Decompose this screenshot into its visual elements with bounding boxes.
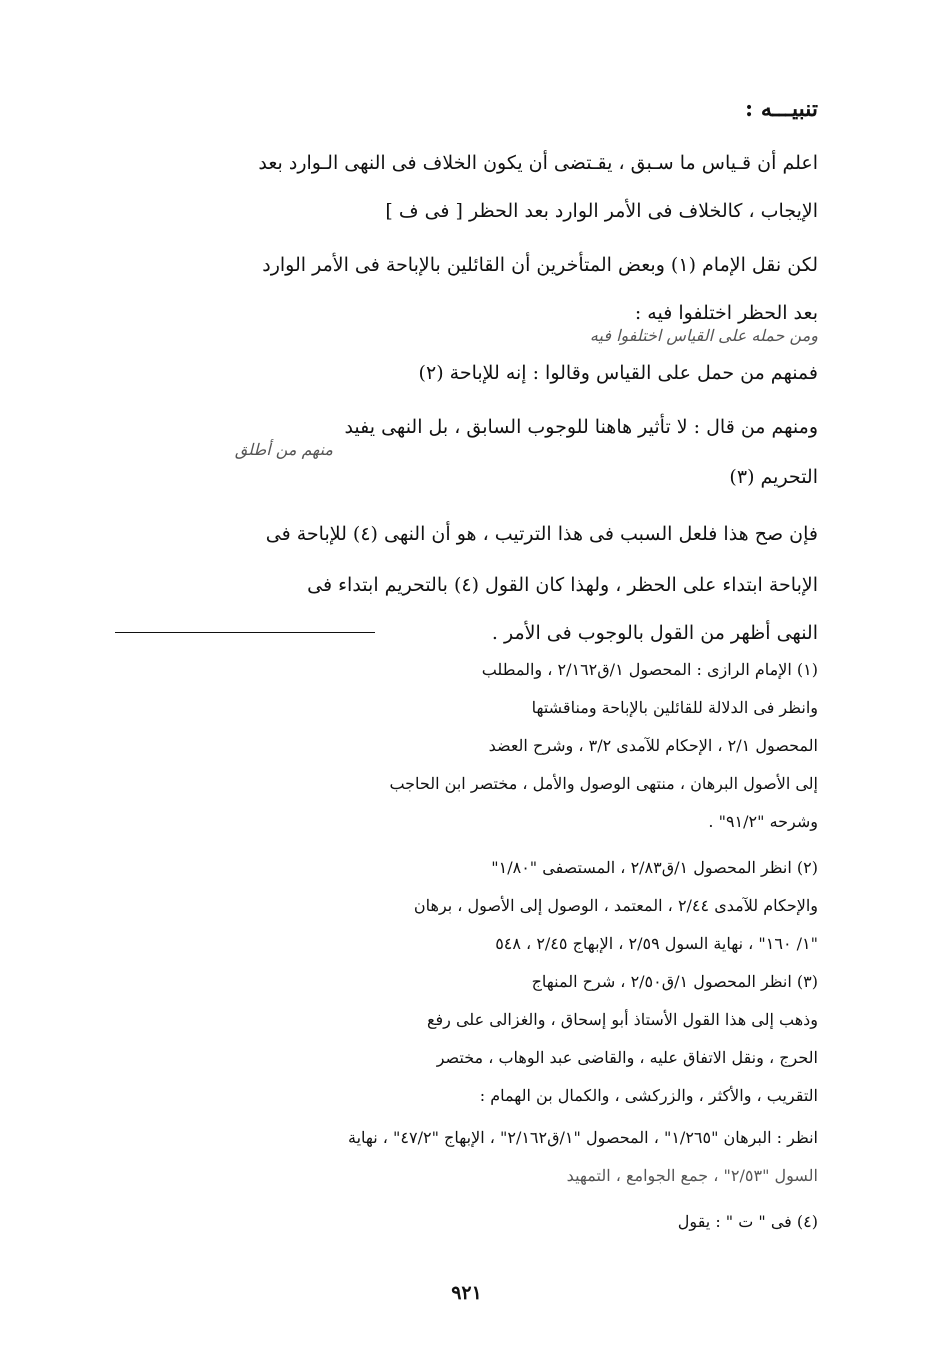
footnote-line: انظر : البرهان "١/٢٦٥" ، المحصول "١/ق٢/١٦٢" ، الإبهاج "٤٧/٢" ، نهاية	[347, 1128, 818, 1147]
body-line: اعلم أن قـياس ما سـبق ، يقـتضى أن يكون الخلاف فى النهى الـوارد بعد	[258, 152, 818, 174]
footnote-line: التقريب ، والأكثر ، والزركشى ، والكمال بن الهمام :	[479, 1086, 818, 1105]
footnote-divider	[115, 632, 375, 633]
footnote-line: والإحكام للآمدى ٢/٤٤ ، المعتمد ، الوصول إلى الأصول ، برهان	[413, 896, 818, 915]
footnote-line: (٢) انظر المحصول ١/ق٢/٨٣ ، المستصفى "١/٨٠"	[491, 858, 818, 877]
footnote-line: وانظر فى الدلالة للقائلين بالإباحة ومناقشتها	[531, 698, 818, 717]
footnote-line: وشرحه "٩١/٢" .	[708, 812, 818, 831]
body-line: فإن صح هذا فلعل السبب فى هذا الترتيب ، هو أن النهى (٤) للإباحة فى	[265, 523, 818, 545]
body-line: التحريم (٣)	[729, 466, 818, 488]
body-line: النهى أظهر من القول بالوجوب فى الأمر .	[491, 622, 818, 644]
footnote-line: وذهب إلى هذا القول الأستاذ أبو إسحاق ، والغزالى على رفع	[426, 1010, 818, 1029]
body-line: الإيجاب ، كالخلاف فى الأمر الوارد بعد الحظر [ فى ف ]	[385, 200, 818, 222]
body-line: الإباحة ابتداء على الحظر ، ولهذا كان القول (٤) بالتحريم ابتداء فى	[307, 574, 818, 596]
handwritten-annotation: ومن حمله على القياس اختلفوا فيه	[589, 326, 818, 345]
footnote-line: (٣) انظر المحصول ١/ق٢/٥٠ ، شرح المنهاج	[531, 972, 818, 991]
page-number: ٩٢١	[451, 1282, 482, 1304]
body-line: بعد الحظر اختلفوا فيه :	[634, 302, 818, 324]
body-line: ومنهم من قال : لا تأثير هاهنا للوجوب السابق ، بل النهى يفيد	[344, 416, 818, 438]
footnote-line: (١) الإمام الرازى : المحصول ١/ق٢/١٦٢ ، والمطلب	[481, 660, 818, 679]
footnote-line: (٤) فى " ت " : يقول	[677, 1212, 818, 1231]
footnote-line: الحرج ، ونقل الاتفاق عليه ، والقاضى عبد الوهاب ، مختصر	[436, 1048, 818, 1067]
body-line: فمنهم من حمل على القياس وقالوا : إنه للإباحة (٢)	[418, 362, 818, 384]
handwritten-annotation: منهم من أطلق	[234, 440, 333, 459]
body-line: لكن نقل الإمام (١) وبعض المتأخرين أن القائلين بالإباحة فى الأمر الوارد	[262, 254, 818, 276]
footnote-line: "١/ ١٦٠" ، نهاية السول ٢/٥٩ ، الإبهاج ٢/٤٥ ، ٥٤٨	[495, 934, 818, 953]
footnote-line: إلى الأصول البرهان ، منتهى الوصول والأمل ، مختصر ابن الحاجب	[389, 774, 818, 793]
footnote-line: المحصول ٢/١ ، الإحكام للآمدى ٣/٢ ، وشرح العضد	[488, 736, 818, 755]
section-heading: تنبيـــه :	[745, 96, 818, 122]
footnote-line: السول "٢/٥٣" ، جمع الجوامع ، التمهيد	[566, 1166, 818, 1185]
